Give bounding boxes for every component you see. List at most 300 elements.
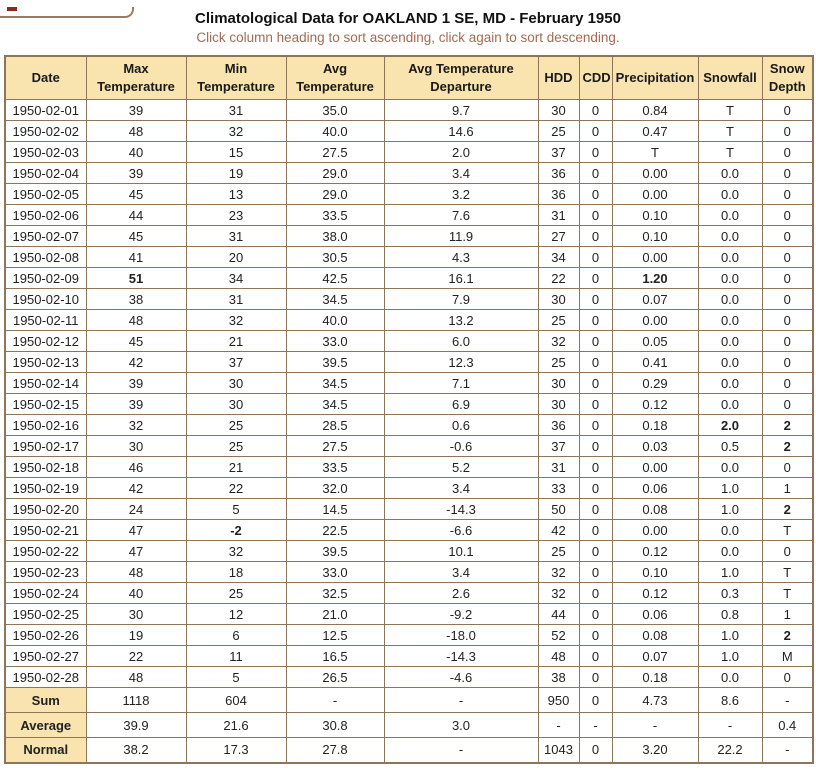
- snow-depth-cell: T: [762, 562, 813, 583]
- snowfall-cell: 0.0: [698, 184, 762, 205]
- cdd-cell: 0: [579, 415, 612, 436]
- snow-depth-cell: 0: [762, 373, 813, 394]
- min-temperature-cell: 31: [186, 226, 286, 247]
- date-cell: 1950-02-24: [5, 583, 86, 604]
- table-row: [5, 352, 813, 373]
- cdd-cell: 0: [579, 163, 612, 184]
- precipitation-cell: 0.06: [612, 604, 698, 625]
- date-cell: 1950-02-11: [5, 310, 86, 331]
- summary-label: Normal: [5, 738, 86, 763]
- avg-temperature-departure-cell: 3.2: [384, 184, 538, 205]
- table-row: [5, 268, 813, 289]
- min-temperature-cell: 30: [186, 373, 286, 394]
- avg-temperature-departure-cell: 14.6: [384, 121, 538, 142]
- max-temperature-cell: 1118: [86, 688, 186, 713]
- avg-temperature-cell: 12.5: [286, 625, 384, 646]
- precipitation-cell: 0.00: [612, 247, 698, 268]
- snowfall-cell: 1.0: [698, 499, 762, 520]
- max-temperature-cell: 40: [86, 142, 186, 163]
- snowfall-cell: 0.8: [698, 604, 762, 625]
- table-row: [5, 142, 813, 163]
- hdd-cell: 32: [538, 562, 579, 583]
- avg-temperature-cell: 34.5: [286, 373, 384, 394]
- snow-depth-cell: 0: [762, 331, 813, 352]
- cdd-cell: 0: [579, 457, 612, 478]
- precipitation-cell: 0.00: [612, 457, 698, 478]
- date-cell: 1950-02-04: [5, 163, 86, 184]
- cdd-cell: 0: [579, 121, 612, 142]
- column-header-snowfall[interactable]: Snowfall: [698, 56, 762, 100]
- summary-label: Sum: [5, 688, 86, 713]
- snowfall-cell: 0.0: [698, 226, 762, 247]
- snow-depth-cell: -: [762, 688, 813, 713]
- hdd-cell: 30: [538, 373, 579, 394]
- column-header-snow-depth[interactable]: Snow Depth: [762, 56, 813, 100]
- climate-data-table: [4, 55, 814, 764]
- cdd-cell: 0: [579, 738, 612, 763]
- date-cell: 1950-02-01: [5, 100, 86, 121]
- avg-temperature-cell: 30.5: [286, 247, 384, 268]
- avg-temperature-cell: 30.8: [286, 713, 384, 738]
- snow-depth-cell: 0: [762, 541, 813, 562]
- cdd-cell: 0: [579, 604, 612, 625]
- max-temperature-cell: 44: [86, 205, 186, 226]
- table-row: [5, 436, 813, 457]
- avg-temperature-departure-cell: 6.0: [384, 331, 538, 352]
- precipitation-cell: 0.07: [612, 646, 698, 667]
- table-row: [5, 415, 813, 436]
- cdd-cell: 0: [579, 331, 612, 352]
- cdd-cell: 0: [579, 373, 612, 394]
- min-temperature-cell: -2: [186, 520, 286, 541]
- avg-temperature-departure-cell: 11.9: [384, 226, 538, 247]
- snow-depth-cell: 2: [762, 415, 813, 436]
- date-cell: 1950-02-22: [5, 541, 86, 562]
- hdd-cell: 36: [538, 184, 579, 205]
- avg-temperature-departure-cell: 7.1: [384, 373, 538, 394]
- snowfall-cell: 0.0: [698, 667, 762, 688]
- precipitation-cell: -: [612, 713, 698, 738]
- hdd-cell: 44: [538, 604, 579, 625]
- avg-temperature-cell: 40.0: [286, 121, 384, 142]
- avg-temperature-departure-cell: -: [384, 688, 538, 713]
- table-row: [5, 520, 813, 541]
- max-temperature-cell: 24: [86, 499, 186, 520]
- cdd-cell: -: [579, 713, 612, 738]
- table-row: [5, 100, 813, 121]
- date-cell: 1950-02-13: [5, 352, 86, 373]
- snow-depth-cell: 2: [762, 625, 813, 646]
- snowfall-cell: T: [698, 100, 762, 121]
- avg-temperature-departure-cell: 5.2: [384, 457, 538, 478]
- precipitation-cell: 0.12: [612, 583, 698, 604]
- cdd-cell: 0: [579, 499, 612, 520]
- avg-temperature-departure-cell: 0.6: [384, 415, 538, 436]
- snow-depth-cell: 0: [762, 100, 813, 121]
- hdd-cell: 25: [538, 352, 579, 373]
- snow-depth-cell: 0: [762, 205, 813, 226]
- max-temperature-cell: 41: [86, 247, 186, 268]
- max-temperature-cell: 46: [86, 457, 186, 478]
- cdd-cell: 0: [579, 436, 612, 457]
- date-cell: 1950-02-19: [5, 478, 86, 499]
- min-temperature-cell: 23: [186, 205, 286, 226]
- precipitation-cell: 0.08: [612, 625, 698, 646]
- max-temperature-cell: 48: [86, 667, 186, 688]
- snow-depth-cell: M: [762, 646, 813, 667]
- date-cell: 1950-02-09: [5, 268, 86, 289]
- min-temperature-cell: 32: [186, 310, 286, 331]
- max-temperature-cell: 32: [86, 415, 186, 436]
- precipitation-cell: 1.20: [612, 268, 698, 289]
- column-header-avg-temperature[interactable]: Avg Temperature: [286, 56, 384, 100]
- max-temperature-cell: 48: [86, 562, 186, 583]
- table-row: [5, 289, 813, 310]
- precipitation-cell: 0.29: [612, 373, 698, 394]
- max-temperature-cell: 30: [86, 604, 186, 625]
- precipitation-cell: 0.10: [612, 226, 698, 247]
- avg-temperature-departure-cell: -14.3: [384, 646, 538, 667]
- precipitation-cell: 0.00: [612, 184, 698, 205]
- avg-temperature-departure-cell: -6.6: [384, 520, 538, 541]
- snow-depth-cell: 1: [762, 604, 813, 625]
- cdd-cell: 0: [579, 289, 612, 310]
- snowfall-cell: 0.0: [698, 205, 762, 226]
- table-row: [5, 247, 813, 268]
- min-temperature-cell: 34: [186, 268, 286, 289]
- table-row: [5, 646, 813, 667]
- max-temperature-cell: 48: [86, 121, 186, 142]
- snow-depth-cell: 0.4: [762, 713, 813, 738]
- summary-row-normal: [5, 738, 813, 763]
- hdd-cell: 25: [538, 310, 579, 331]
- avg-temperature-departure-cell: 3.4: [384, 478, 538, 499]
- avg-temperature-cell: 40.0: [286, 310, 384, 331]
- date-cell: 1950-02-14: [5, 373, 86, 394]
- table-row: [5, 121, 813, 142]
- table-row: [5, 163, 813, 184]
- snow-depth-cell: 0: [762, 121, 813, 142]
- snow-depth-cell: 0: [762, 457, 813, 478]
- snow-depth-cell: 0: [762, 142, 813, 163]
- snowfall-cell: 0.3: [698, 583, 762, 604]
- min-temperature-cell: 30: [186, 394, 286, 415]
- avg-temperature-cell: 33.5: [286, 205, 384, 226]
- column-header-avg-temperature-departure[interactable]: Avg Temperature Departure: [384, 56, 538, 100]
- avg-temperature-cell: 33.0: [286, 331, 384, 352]
- table-row: [5, 394, 813, 415]
- avg-temperature-cell: 38.0: [286, 226, 384, 247]
- table-row: [5, 604, 813, 625]
- snow-depth-cell: -: [762, 738, 813, 763]
- hdd-cell: 25: [538, 121, 579, 142]
- avg-temperature-departure-cell: 12.3: [384, 352, 538, 373]
- avg-temperature-cell: 33.0: [286, 562, 384, 583]
- max-temperature-cell: 47: [86, 520, 186, 541]
- snow-depth-cell: T: [762, 583, 813, 604]
- hdd-cell: 37: [538, 436, 579, 457]
- avg-temperature-cell: 16.5: [286, 646, 384, 667]
- hdd-cell: 30: [538, 394, 579, 415]
- cdd-cell: 0: [579, 205, 612, 226]
- avg-temperature-cell: 27.5: [286, 142, 384, 163]
- hdd-cell: 30: [538, 100, 579, 121]
- cutoff-tab-edge: [0, 7, 134, 18]
- table-row: [5, 331, 813, 352]
- snow-depth-cell: 1: [762, 478, 813, 499]
- snow-depth-cell: 0: [762, 289, 813, 310]
- hdd-cell: 25: [538, 541, 579, 562]
- column-header-precipitation[interactable]: Precipitation: [612, 56, 698, 100]
- precipitation-cell: 0.84: [612, 100, 698, 121]
- cdd-cell: 0: [579, 688, 612, 713]
- min-temperature-cell: 19: [186, 163, 286, 184]
- hdd-cell: 50: [538, 499, 579, 520]
- min-temperature-cell: 31: [186, 100, 286, 121]
- snow-depth-cell: 0: [762, 394, 813, 415]
- avg-temperature-cell: 27.8: [286, 738, 384, 763]
- min-temperature-cell: 37: [186, 352, 286, 373]
- column-header-date[interactable]: Date: [5, 56, 86, 100]
- min-temperature-cell: 20: [186, 247, 286, 268]
- date-cell: 1950-02-17: [5, 436, 86, 457]
- avg-temperature-departure-cell: 16.1: [384, 268, 538, 289]
- cdd-cell: 0: [579, 562, 612, 583]
- date-cell: 1950-02-16: [5, 415, 86, 436]
- cdd-cell: 0: [579, 352, 612, 373]
- hdd-cell: 52: [538, 625, 579, 646]
- snowfall-cell: 0.0: [698, 457, 762, 478]
- avg-temperature-departure-cell: 9.7: [384, 100, 538, 121]
- min-temperature-cell: 32: [186, 121, 286, 142]
- avg-temperature-cell: 27.5: [286, 436, 384, 457]
- avg-temperature-departure-cell: 7.6: [384, 205, 538, 226]
- cdd-cell: 0: [579, 310, 612, 331]
- avg-temperature-departure-cell: 10.1: [384, 541, 538, 562]
- max-temperature-cell: 19: [86, 625, 186, 646]
- precipitation-cell: 0.10: [612, 562, 698, 583]
- snow-depth-cell: 2: [762, 499, 813, 520]
- table-row: [5, 184, 813, 205]
- avg-temperature-departure-cell: -14.3: [384, 499, 538, 520]
- cdd-cell: 0: [579, 247, 612, 268]
- snow-depth-cell: 0: [762, 226, 813, 247]
- avg-temperature-departure-cell: 2.6: [384, 583, 538, 604]
- avg-temperature-cell: 29.0: [286, 184, 384, 205]
- min-temperature-cell: 604: [186, 688, 286, 713]
- hdd-cell: 37: [538, 142, 579, 163]
- max-temperature-cell: 42: [86, 352, 186, 373]
- table-row: [5, 205, 813, 226]
- avg-temperature-departure-cell: 3.0: [384, 713, 538, 738]
- max-temperature-cell: 42: [86, 478, 186, 499]
- date-cell: 1950-02-12: [5, 331, 86, 352]
- avg-temperature-departure-cell: -0.6: [384, 436, 538, 457]
- min-temperature-cell: 5: [186, 499, 286, 520]
- snowfall-cell: 0.0: [698, 352, 762, 373]
- min-temperature-cell: 25: [186, 415, 286, 436]
- hdd-cell: 36: [538, 163, 579, 184]
- avg-temperature-cell: 14.5: [286, 499, 384, 520]
- precipitation-cell: 0.07: [612, 289, 698, 310]
- max-temperature-cell: 22: [86, 646, 186, 667]
- summary-row-sum: [5, 688, 813, 713]
- max-temperature-cell: 30: [86, 436, 186, 457]
- column-header-hdd[interactable]: HDD: [538, 56, 579, 100]
- snowfall-cell: T: [698, 142, 762, 163]
- avg-temperature-departure-cell: -4.6: [384, 667, 538, 688]
- cdd-cell: 0: [579, 142, 612, 163]
- column-header-min-temperature[interactable]: Min Temperature: [186, 56, 286, 100]
- min-temperature-cell: 17.3: [186, 738, 286, 763]
- max-temperature-cell: 39: [86, 373, 186, 394]
- cdd-cell: 0: [579, 394, 612, 415]
- snowfall-cell: 1.0: [698, 562, 762, 583]
- min-temperature-cell: 11: [186, 646, 286, 667]
- snowfall-cell: 0.0: [698, 247, 762, 268]
- min-temperature-cell: 6: [186, 625, 286, 646]
- avg-temperature-departure-cell: 4.3: [384, 247, 538, 268]
- cdd-cell: 0: [579, 625, 612, 646]
- precipitation-cell: 0.41: [612, 352, 698, 373]
- precipitation-cell: 0.03: [612, 436, 698, 457]
- snowfall-cell: 22.2: [698, 738, 762, 763]
- hdd-cell: 22: [538, 268, 579, 289]
- max-temperature-cell: 40: [86, 583, 186, 604]
- snowfall-cell: 0.0: [698, 310, 762, 331]
- avg-temperature-cell: 21.0: [286, 604, 384, 625]
- precipitation-cell: 0.47: [612, 121, 698, 142]
- cdd-cell: 0: [579, 100, 612, 121]
- min-temperature-cell: 12: [186, 604, 286, 625]
- tab-favicon-chip: [7, 7, 17, 11]
- precipitation-cell: 0.08: [612, 499, 698, 520]
- table-row: [5, 457, 813, 478]
- snow-depth-cell: 0: [762, 184, 813, 205]
- hdd-cell: 27: [538, 226, 579, 247]
- precipitation-cell: 0.00: [612, 163, 698, 184]
- min-temperature-cell: 15: [186, 142, 286, 163]
- avg-temperature-departure-cell: 7.9: [384, 289, 538, 310]
- date-cell: 1950-02-23: [5, 562, 86, 583]
- precipitation-cell: 0.18: [612, 667, 698, 688]
- table-row: [5, 478, 813, 499]
- avg-temperature-cell: -: [286, 688, 384, 713]
- min-temperature-cell: 21: [186, 457, 286, 478]
- date-cell: 1950-02-18: [5, 457, 86, 478]
- cdd-cell: 0: [579, 226, 612, 247]
- max-temperature-cell: 45: [86, 184, 186, 205]
- snowfall-cell: 2.0: [698, 415, 762, 436]
- snowfall-cell: 0.5: [698, 436, 762, 457]
- min-temperature-cell: 25: [186, 583, 286, 604]
- precipitation-cell: 0.05: [612, 331, 698, 352]
- snowfall-cell: 0.0: [698, 268, 762, 289]
- date-cell: 1950-02-08: [5, 247, 86, 268]
- max-temperature-cell: 39.9: [86, 713, 186, 738]
- snowfall-cell: 0.0: [698, 541, 762, 562]
- min-temperature-cell: 21.6: [186, 713, 286, 738]
- hdd-cell: -: [538, 713, 579, 738]
- snowfall-cell: -: [698, 713, 762, 738]
- cdd-cell: 0: [579, 520, 612, 541]
- avg-temperature-cell: 33.5: [286, 457, 384, 478]
- hdd-cell: 38: [538, 667, 579, 688]
- snowfall-cell: 0.0: [698, 289, 762, 310]
- avg-temperature-cell: 32.0: [286, 478, 384, 499]
- cdd-cell: 0: [579, 184, 612, 205]
- snow-depth-cell: 2: [762, 436, 813, 457]
- snow-depth-cell: 0: [762, 247, 813, 268]
- avg-temperature-departure-cell: 2.0: [384, 142, 538, 163]
- snowfall-cell: 0.0: [698, 394, 762, 415]
- sort-hint-text: Click column heading to sort ascending, click again to sort descending.: [196, 30, 620, 45]
- precipitation-cell: T: [612, 142, 698, 163]
- table-row: [5, 541, 813, 562]
- avg-temperature-cell: 22.5: [286, 520, 384, 541]
- min-temperature-cell: 22: [186, 478, 286, 499]
- hdd-cell: 31: [538, 205, 579, 226]
- precipitation-cell: 0.00: [612, 520, 698, 541]
- min-temperature-cell: 13: [186, 184, 286, 205]
- table-body: [5, 100, 813, 763]
- date-cell: 1950-02-06: [5, 205, 86, 226]
- date-cell: 1950-02-26: [5, 625, 86, 646]
- avg-temperature-cell: 28.5: [286, 415, 384, 436]
- snowfall-cell: 1.0: [698, 646, 762, 667]
- avg-temperature-cell: 39.5: [286, 541, 384, 562]
- header-row: [5, 56, 813, 100]
- snow-depth-cell: 0: [762, 667, 813, 688]
- max-temperature-cell: 45: [86, 331, 186, 352]
- hdd-cell: 30: [538, 289, 579, 310]
- column-header-max-temperature[interactable]: Max Temperature: [86, 56, 186, 100]
- hdd-cell: 36: [538, 415, 579, 436]
- avg-temperature-departure-cell: -18.0: [384, 625, 538, 646]
- table-row: [5, 499, 813, 520]
- summary-label: Average: [5, 713, 86, 738]
- avg-temperature-cell: 39.5: [286, 352, 384, 373]
- date-cell: 1950-02-28: [5, 667, 86, 688]
- precipitation-cell: 3.20: [612, 738, 698, 763]
- date-cell: 1950-02-20: [5, 499, 86, 520]
- avg-temperature-cell: 29.0: [286, 163, 384, 184]
- hdd-cell: 1043: [538, 738, 579, 763]
- hdd-cell: 33: [538, 478, 579, 499]
- avg-temperature-departure-cell: 13.2: [384, 310, 538, 331]
- precipitation-cell: 4.73: [612, 688, 698, 713]
- column-header-cdd[interactable]: CDD: [579, 56, 612, 100]
- max-temperature-cell: 45: [86, 226, 186, 247]
- summary-row-average: [5, 713, 813, 738]
- date-cell: 1950-02-25: [5, 604, 86, 625]
- snow-depth-cell: 0: [762, 268, 813, 289]
- avg-temperature-cell: 34.5: [286, 394, 384, 415]
- avg-temperature-departure-cell: 3.4: [384, 562, 538, 583]
- avg-temperature-cell: 26.5: [286, 667, 384, 688]
- table-row: [5, 667, 813, 688]
- hdd-cell: 48: [538, 646, 579, 667]
- date-cell: 1950-02-15: [5, 394, 86, 415]
- avg-temperature-cell: 42.5: [286, 268, 384, 289]
- min-temperature-cell: 21: [186, 331, 286, 352]
- precipitation-cell: 0.00: [612, 310, 698, 331]
- max-temperature-cell: 39: [86, 394, 186, 415]
- avg-temperature-departure-cell: 3.4: [384, 163, 538, 184]
- table-row: [5, 373, 813, 394]
- min-temperature-cell: 31: [186, 289, 286, 310]
- max-temperature-cell: 51: [86, 268, 186, 289]
